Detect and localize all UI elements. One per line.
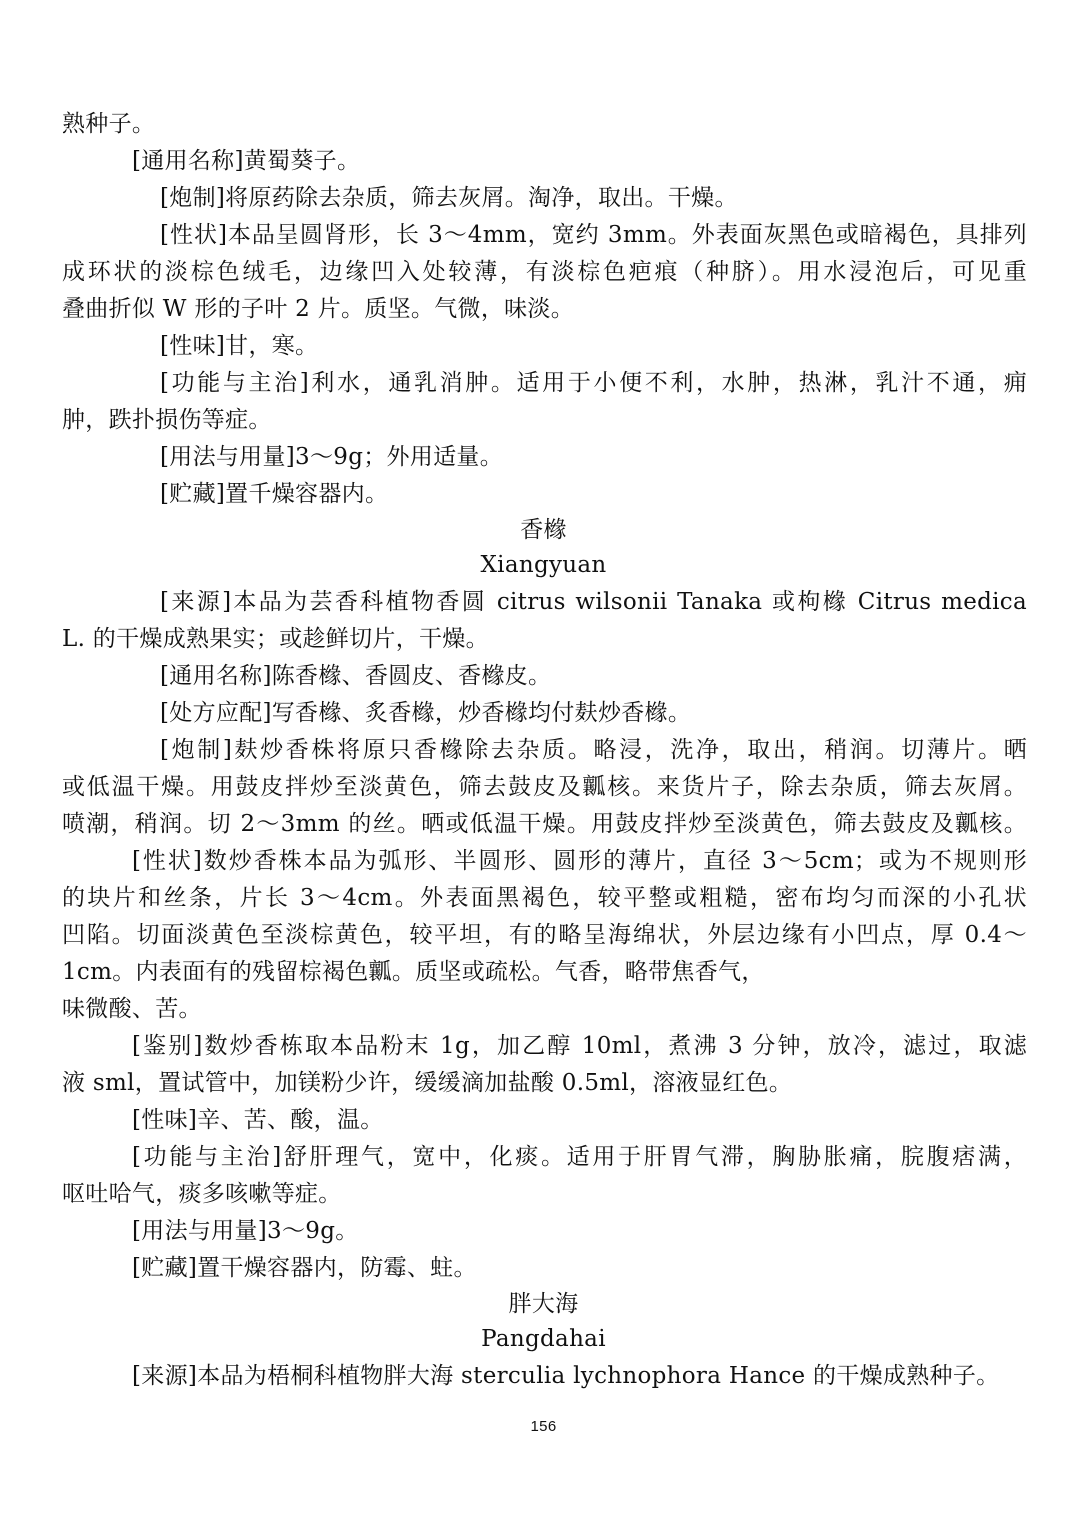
text-line: [用法与用量]3～9g；外用适量。 <box>160 444 504 470</box>
text-line: [性状]数炒香株本品为弧形、半圆形、圆形的薄片，直径 3～5cm；或为不规则形 <box>132 848 1027 874</box>
text-line: 肿，跌扑损伤等症。 <box>62 407 272 433</box>
page-number: 156 <box>530 1418 557 1435</box>
text-line: [来源]本品为芸香科植物香圆 citrus wilsonii Tanaka 或枸橼 Citrus medica <box>160 589 1027 615</box>
text-line: [功能与主治]舒肝理气，宽中，化痰。适用于肝胃气滞，胸胁胀痛，脘腹痞满， <box>132 1144 1027 1170</box>
text-line: 叠曲折似 W 形的子叶 2 片。质坚。气微，味淡。 <box>62 296 575 322</box>
text-line: 的块片和丝条，片长 3～4cm。外表面黑褐色，较平整或粗糙，密布均匀而深的小孔状 <box>62 885 1027 911</box>
text-line: [贮藏]置干燥容器内，防霉、蛀。 <box>132 1255 477 1281</box>
text-line: [炮制]将原药除去杂质，筛去灰屑。淘净，取出。干燥。 <box>160 185 738 211</box>
text-line: L. 的干燥成熟果实；或趁鲜切片，干燥。 <box>62 626 489 652</box>
section-pinyin: Pangdahai <box>481 1326 606 1352</box>
text-line: 熟种子。 <box>62 111 156 137</box>
text-line: 1cm。内表面有的残留棕褐色瓤。质坚或疏松。气香，略带焦香气， <box>62 959 765 985</box>
text-line: [贮藏]置千燥容器内。 <box>160 481 389 507</box>
text-line: [通用名称]陈香橼、香圆皮、香橼皮。 <box>160 663 552 689</box>
text-line: [鉴别]数炒香栋取本品粉末 1g，加乙醇 10ml，煮沸 3 分钟，放冷，滤过，取滤 <box>132 1033 1027 1059</box>
text-line: [用法与用量]3～9g。 <box>132 1218 359 1244</box>
text-line: 或低温干燥。用鼓皮拌炒至淡黄色，筛去鼓皮及瓤核。来货片子，除去杂质，筛去灰屑。 <box>62 774 1027 800</box>
text-line: 成环状的淡棕色绒毛，边缘凹入处较薄，有淡棕色疤痕（种脐）。用水浸泡后，可见重 <box>62 259 1027 285</box>
text-line: 喷潮，稍润。切 2～3mm 的丝。晒或低温干燥。用鼓皮拌炒至淡黄色，筛去鼓皮及瓤核。 <box>62 811 1027 837</box>
text-line: [性味]辛、苦、酸，温。 <box>132 1107 384 1133</box>
text-line: [炮制]麸炒香株将原只香橼除去杂质。略浸，洗净，取出，稍润。切薄片。晒 <box>160 737 1027 763</box>
text-line: [处方应配]写香橼、炙香橼，炒香橼均付麸炒香橼。 <box>160 700 692 726</box>
section-pinyin: Xiangyuan <box>480 552 607 578</box>
section-title: 香橼 <box>520 517 567 543</box>
text-line: [性味]甘，寒。 <box>160 333 319 359</box>
text-line: [功能与主治]利水，通乳消肿。适用于小便不利，水肿，热淋，乳汁不通，痈 <box>160 370 1027 396</box>
text-line: [通用名称]黄蜀葵子。 <box>132 148 361 174</box>
text-line: [性状]本品呈圆肾形，长 3～4mm，宽约 3mm。外表面灰黑色或暗褐色，具排列 <box>160 222 1027 248</box>
text-line: 味微酸、苦。 <box>62 996 202 1022</box>
text-line: 凹陷。切面淡黄色至淡棕黄色，较平坦，有的略呈海绵状，外层边缘有小凹点，厚 0.4～ <box>62 922 1027 948</box>
text-line: 呕吐哈气，痰多咳嗽等症。 <box>62 1181 342 1207</box>
section-title: 胖大海 <box>508 1291 579 1317</box>
text-line: 液 sml，置试管中，加镁粉少许，缓缓滴加盐酸 0.5ml，溶液显红色。 <box>62 1070 793 1096</box>
text-line: [来源]本品为梧桐科植物胖大海 sterculia lychnophora Hance 的干燥成熟种子。 <box>132 1363 1000 1389</box>
